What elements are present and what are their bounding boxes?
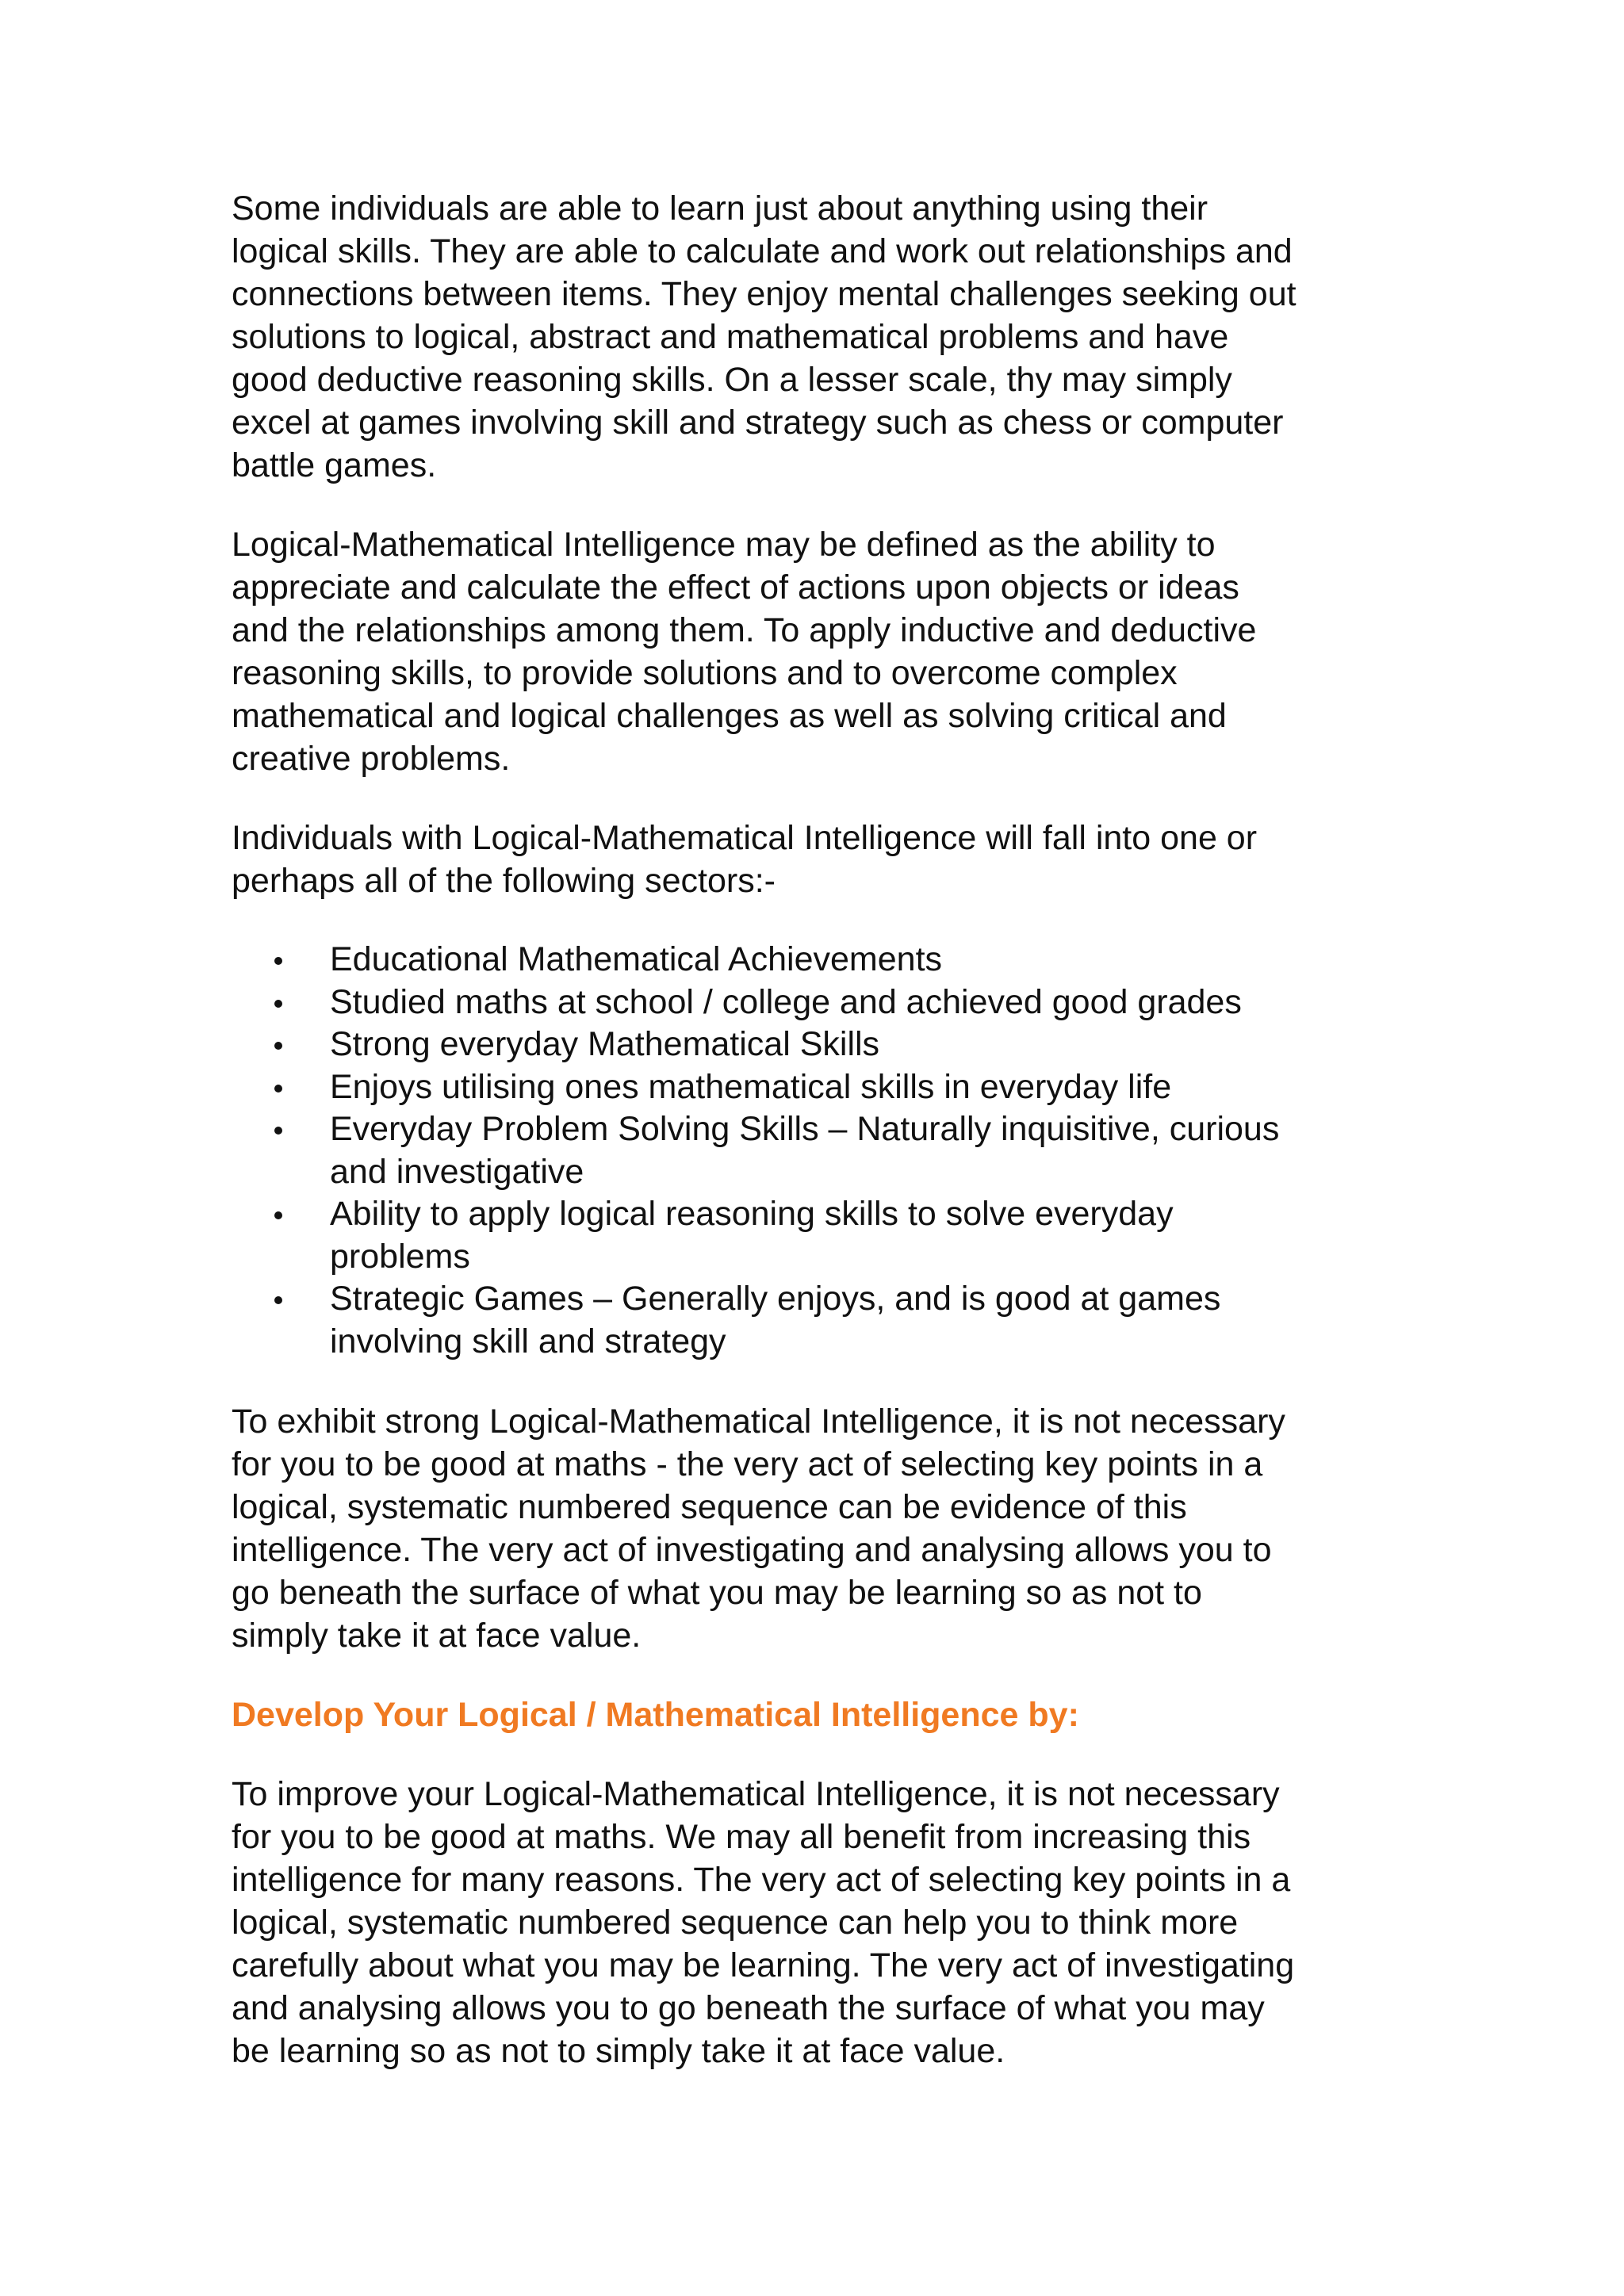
list-item (330, 939, 1397, 982)
sectors-list (232, 939, 1397, 1363)
bullet-icon (274, 1000, 282, 1008)
definition-paragraph: Logical-Mathematical Intelligence may be defined as the ability to appreciate and calculate the effect of actions upon objects or ideas and the relationships among them. To apply inductive and deductive reasoning skills, to provide solutions and to overcome complex mathematical and logical challenges as well as solving critical and creative problems. (232, 526, 1257, 778)
list-item (330, 1193, 1397, 1278)
list-item-text: Educational Mathematical Achievements (330, 940, 943, 978)
list-item (330, 1066, 1397, 1109)
improve-paragraph: To improve your Logical-Mathematical Intelligence, it is not necessary for you to be good at maths. We may all benefit from increasing this intelligence for many reasons. The very act of selecting key points in a logical, systematic numbered sequence can help you to think more carefully about what you may be learning. The very act of investigating and analysing allows you to go beneath the surface of what you may be learning so as not to simply take it at face value. (232, 1775, 1295, 2070)
list-item (330, 1108, 1397, 1193)
list-item-text: Studied maths at school / college and achieved good grades (330, 982, 1242, 1021)
list-item-text: Enjoys utilising ones mathematical skills in everyday life (330, 1067, 1172, 1106)
document-page (232, 187, 1397, 2109)
sectors-intro-paragraph: Individuals with Logical-Mathematical Intelligence will fall into one or perhaps all of the following sectors:- (232, 819, 1258, 900)
exhibit-paragraph: To exhibit strong Logical-Mathematical Intelligence, it is not necessary for you to be good at maths - the very act of selecting key points in a logical, systematic numbered sequence can be evidence of this intelligence. The very act of investigating and analysing allows you to go beneath the surface of what you may be learning so as not to simply take it at face value. (232, 1402, 1285, 1655)
list-item (330, 982, 1397, 1024)
list-item-text: Strong everyday Mathematical Skills (330, 1025, 880, 1063)
bullet-icon (274, 1127, 282, 1135)
bullet-icon (274, 1085, 282, 1093)
intro-paragraph: Some individuals are able to learn just about anything using their logical skills. They are able to calculate and work out relationships and connections between items. They enjoy mental challenges seeking out solutions to logical, abstract and mathematical problems and have good deductive reasoning skills. On a lesser scale, thy may simply excel at games involving skill and strategy such as chess or computer battle games. (232, 189, 1297, 484)
list-item-text: Everyday Problem Solving Skills – Naturally inquisitive, curious and investigative (330, 1110, 1280, 1191)
list-item-text: Strategic Games – Generally enjoys, and is good at games involving skill and strategy (330, 1280, 1221, 1360)
section-heading: Develop Your Logical / Mathematical Intelligence by: (232, 1696, 1079, 1734)
list-item (330, 1024, 1397, 1066)
list-item (330, 1278, 1397, 1363)
bullet-icon (274, 1042, 282, 1050)
bullet-icon (274, 957, 282, 965)
list-item-text: Ability to apply logical reasoning skills to solve everyday problems (330, 1195, 1174, 1276)
bullet-icon (274, 1211, 282, 1219)
bullet-icon (274, 1296, 282, 1304)
